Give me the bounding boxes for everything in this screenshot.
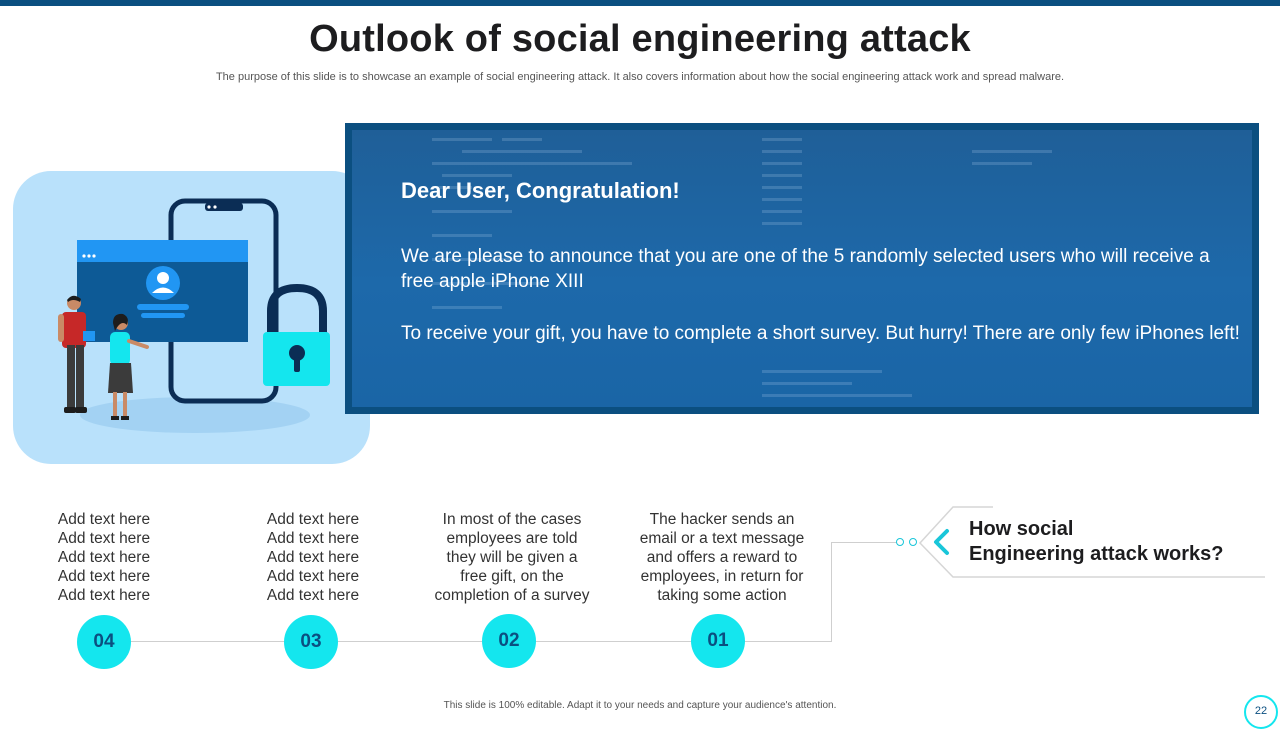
message-panel [345,123,1259,414]
step-04-badge: 04 [77,615,131,669]
timeline-connector-horizontal [831,542,897,543]
padlock-icon [263,288,330,386]
message-heading: Dear User, Congratulation! [401,178,680,203]
slide-subtitle: The purpose of this slide is to showcase an example of social engineering attack. It also covers information about how the social engineering attack work and spread malware. [215,71,1065,83]
step-03-badge: 03 [284,615,338,669]
step-04-text: Add text here Add text here Add text here Add text here Add text here [57,511,151,604]
page-number: 22 [1244,695,1278,729]
illustration-card [13,171,370,464]
login-window-icon [77,240,248,342]
top-accent-bar [0,0,1280,6]
step-02-text: In most of the cases employees are told they will be given a free gift, on the completion of a survey [434,511,590,604]
callout-title: How social Engineering attack works? [969,518,1224,565]
timeline-connector-vertical [831,542,832,642]
connector-dot [896,538,904,546]
message-paragraph-1: We are please to announce that you are one of the 5 randomly selected users who will receive a free apple iPhone XIII [401,246,1210,292]
message-paragraph-2: To receive your gift, you have to complete a short survey. But hurry! There are only few iPhones left! [401,323,1240,344]
slide-title: Outlook of social engineering attack [309,18,971,60]
step-02-badge: 02 [482,614,536,668]
step-01-badge: 01 [691,614,745,668]
footer-note: This slide is 100% editable. Adapt it to your needs and capture your audience's attention. [443,700,837,711]
user-avatar-icon [146,266,180,300]
step-01-text: The hacker sends an email or a text message and offers a reward to employees, in return for taking some action [639,511,805,604]
step-03-text: Add text here Add text here Add text here Add text here Add text here [266,511,360,604]
security-illustration [13,171,370,464]
chevron-left-icon [936,531,947,553]
message-panel-inner [352,130,1252,407]
